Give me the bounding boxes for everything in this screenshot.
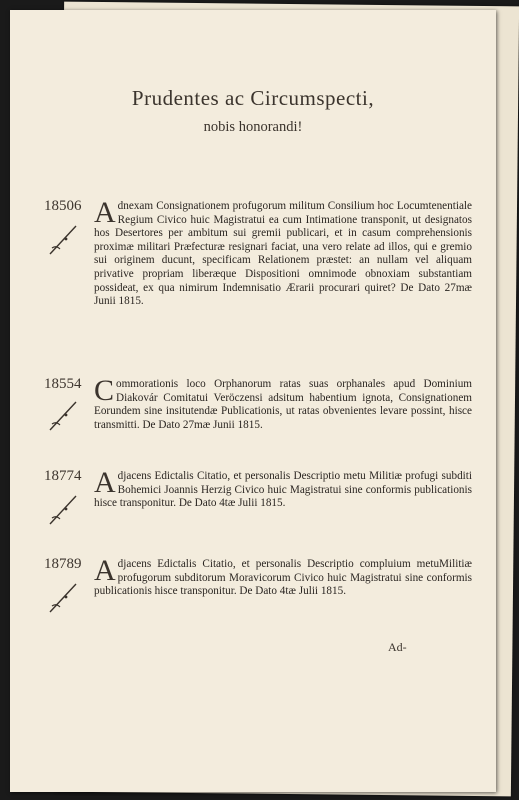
entry-body: ommorationis loco Orphanorum ratas suas orphanales apud Dominium Diakovár Comitatui Veröczensi adsitum habentium ignota, Consignationem Eorundem sine insitutendæ Publicationis, ut ratas obvenientes levare possint, hisce transmitti. De Dato 27mæ Junii 1815. [94,378,472,431]
document-page [10,10,496,792]
entry-body: dnexam Consignationem profugorum militum Consilium hoc Locumtenentiale Regium Civico huic Magistratui ea cum Intimatione transponit, ut designatos hos Desertores per ambitum sui gremii publicari, et in casum comprehensionis proximæ militari Præfecturæ resignari faciat, una vero relate ad illos, qui e gremio sui originem ducunt, specificam Relationem præstet: an nullam vel aliquam privative propriam liberæque Dispositioni omnimode obnoxiam substantiam possideat, ex qua nimirum Indemnisatio Ærarii procurari quiret? De Dato 27mæ Junii 1815. [94,200,472,308]
entry-number: 18506 [44,198,82,214]
handwritten-mark-icon [46,490,82,530]
entry-number: 18789 [44,556,82,572]
drop-cap: A [94,466,116,499]
page-subtitle: nobis honorandi! [203,119,303,135]
entry-text [94,196,472,309]
catchword: Ad- [388,640,407,654]
entry-text [94,554,472,599]
drop-cap: A [94,196,116,229]
handwritten-mark-icon [46,578,82,618]
entry-body: djacens Edictalis Citatio, et personalis Descriptio metu Militiæ profugi subditi Bohemici Joannis Herzig Civico huic Magistratui sine conformis publicationis hisce transponitur. De Dato 4tæ Julii 1815. [94,470,472,510]
page-title: Prudentes ac Circumspecti, [131,86,375,110]
handwritten-mark-icon [46,396,82,436]
entry-text [94,374,472,432]
drop-cap: C [94,374,115,407]
entry-number: 18774 [44,468,82,484]
entry-body: djacens Edictalis Citatio, et personalis Descriptio compluium metuMilitiæ profugorum subditorum Moravicorum Civico huic Magistratui sine conformis publicationis hisce transponitur. De Dato 4tæ Julii 1815. [94,558,472,598]
entry-text [94,466,472,511]
drop-cap: A [94,554,116,587]
entry-number: 18554 [44,376,82,392]
handwritten-mark-icon [46,220,82,260]
